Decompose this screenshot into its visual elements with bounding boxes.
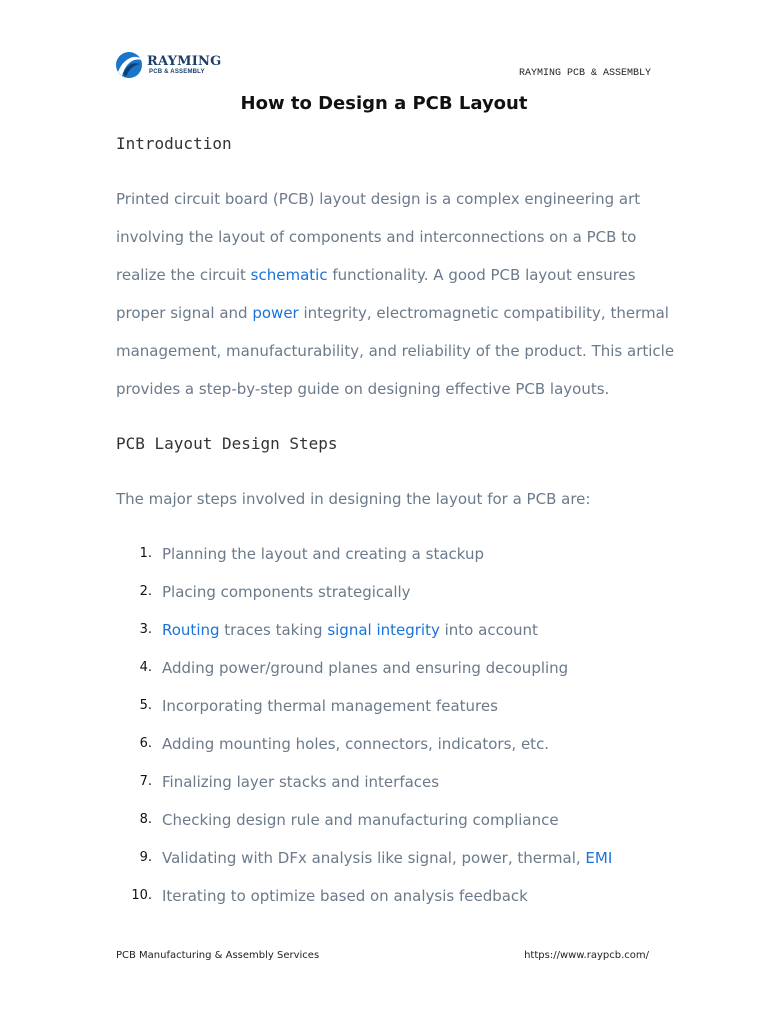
list-item-text: Finalizing layer stacks and interfaces (162, 773, 440, 791)
swoosh-logo-icon (114, 50, 144, 80)
document-title: How to Design a PCB Layout (240, 93, 528, 114)
list-item-number: 4. (139, 660, 152, 675)
list-item-text: Adding mounting holes, connectors, indicators, etc. (162, 735, 550, 753)
list-item-number: 5. (139, 698, 152, 713)
list-item-number: 10. (131, 888, 152, 903)
header-company-name: RAYMING PCB & ASSEMBLY (518, 68, 651, 79)
list-item-text: Iterating to optimize based on analysis feedback (162, 887, 528, 905)
introduction-paragraph (116, 180, 676, 408)
list-item (116, 573, 676, 611)
step-3-tail-text: into account (439, 621, 538, 639)
emi-link[interactable]: EMI (585, 849, 613, 867)
list-item (116, 687, 676, 725)
intro-text-2: functionality. A good PCB layout ensures proper signal and (116, 266, 636, 322)
list-item (116, 725, 676, 763)
intro-text-1: Printed circuit board (PCB) layout design is a complex engineering art involving the layout of components and interconnections on a PCB to realize the circuit (116, 190, 641, 284)
logo-brand-subtitle: PCB & ASSEMBLY (149, 69, 205, 75)
design-steps-list (116, 535, 676, 915)
list-item-text: Planning the layout and creating a stackup (162, 545, 485, 563)
list-item-number: 7. (139, 774, 152, 789)
footer-website-url[interactable]: https://www.raypcb.com/ (524, 950, 649, 961)
list-item (116, 535, 676, 573)
list-item (116, 801, 676, 839)
list-item (116, 649, 676, 687)
routing-link[interactable]: Routing (162, 621, 220, 639)
signal-integrity-link[interactable]: signal integrity (327, 621, 440, 639)
list-item (116, 839, 676, 877)
list-item (116, 763, 676, 801)
section-heading-introduction: Introduction (116, 134, 232, 153)
list-item-number: 9. (139, 850, 152, 865)
schematic-link[interactable]: schematic (250, 266, 328, 284)
list-item (116, 611, 676, 649)
step-9-text: Validating with DFx analysis like signal, power, thermal, (162, 849, 586, 867)
list-item-number: 1. (139, 546, 152, 561)
intro-text-3: integrity, electromagnetic compatibility, thermal management, manufacturability, and reliability of the product. This article provides a step-by-step guide on designing effective PCB layouts. (116, 304, 675, 398)
list-item-text: Adding power/ground planes and ensuring decoupling (162, 659, 569, 677)
step-3-mid-text: traces taking (219, 621, 328, 639)
footer-services-text: PCB Manufacturing & Assembly Services (116, 950, 320, 961)
logo-brand-name: RAYMING (147, 54, 222, 69)
list-item-number: 6. (139, 736, 152, 751)
list-item-number: 8. (139, 812, 152, 827)
list-item-number: 2. (139, 584, 152, 599)
list-item (116, 877, 676, 915)
list-item-text: Placing components strategically (162, 583, 411, 601)
steps-intro-paragraph: The major steps involved in designing the layout for a PCB are: (116, 490, 591, 508)
list-item-text (162, 839, 612, 877)
list-item-number: 3. (139, 622, 152, 637)
list-item-text: Incorporating thermal management features (162, 697, 498, 715)
company-logo (114, 50, 224, 82)
list-item-text: Checking design rule and manufacturing compliance (162, 811, 559, 829)
list-item-text (162, 611, 538, 649)
section-heading-design-steps: PCB Layout Design Steps (116, 434, 338, 453)
power-link[interactable]: power (252, 304, 299, 322)
